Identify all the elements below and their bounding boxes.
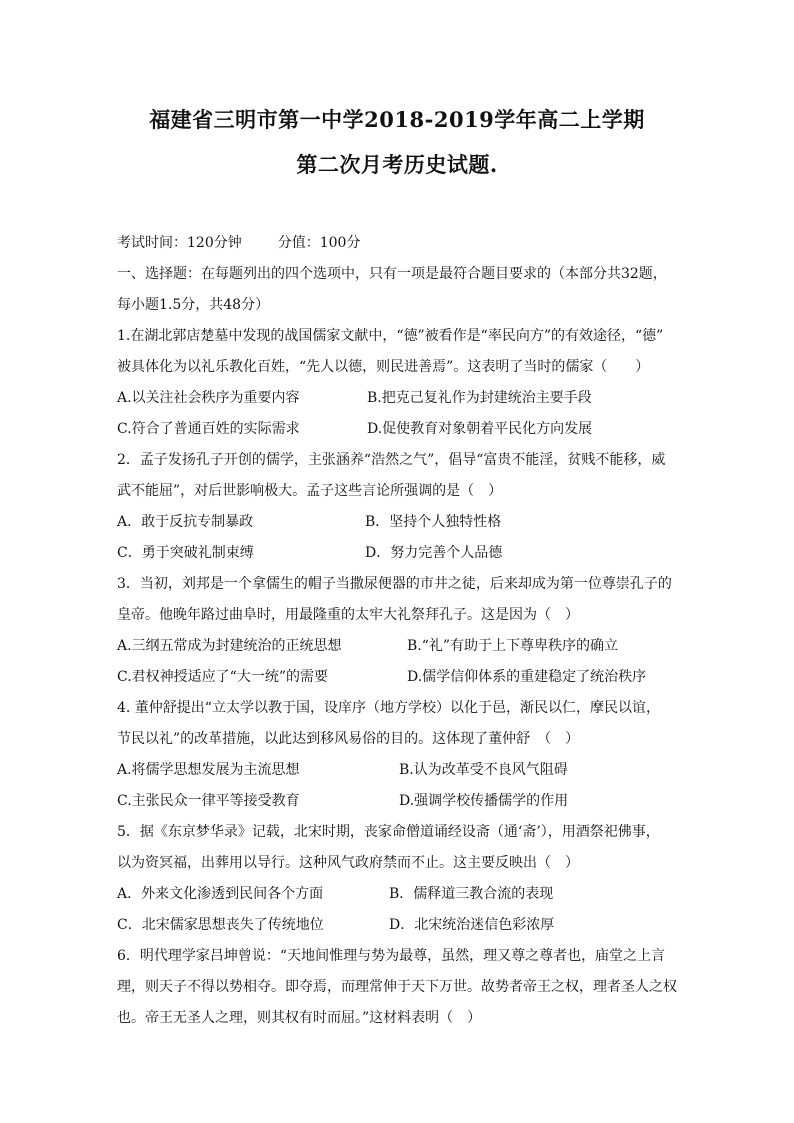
exam-info: [117, 228, 682, 259]
question-1-text: 被具体化为以礼乐教化百姓，“先人以德，则民进善焉”。这表明了当时的儒家（ ）: [117, 359, 650, 375]
section-instruction: 一、选择题：在每题列出的四个选项中，只有一项是最符合题目要求的（本部分共32题，: [117, 266, 667, 282]
option-b: B.“礼”有助于上下尊卑秩序的确立: [407, 638, 619, 654]
question-2-text: 2．孟子发扬孔子开创的儒学，主张涵养“浩然之气”，倡导“富贵不能淫，贫贱不能移，威: [117, 452, 666, 468]
option-b: B.把克己复礼作为封建统治主要手段: [367, 390, 592, 406]
question-4-text: 节民以礼”的改革措施，以此达到移风易俗的目的。这体现了董仲舒 （ ）: [117, 731, 580, 747]
option-a: A．外来文化渗透到民间各个方面: [117, 886, 324, 902]
question-3-text: 皇帝。他晚年路过曲阜时，用最隆重的太牢大礼祭拜孔子。这是因为（ ）: [117, 607, 579, 623]
section-instruction: 每小题1.5分，共48分）: [117, 297, 270, 313]
page-subtitle: 第二次月考历史试题.: [296, 152, 498, 177]
question-4-text: 4. 董仲舒提出“立太学以教于国，设庠序（地方学校）以化于邑，渐民以仁，摩民以谊，: [117, 700, 660, 716]
option-c: C．勇于突破礼制束缚: [117, 545, 254, 561]
exam-content: [117, 228, 682, 1034]
option-a: A.将儒学思想发展为主流思想: [117, 762, 300, 778]
question-2-text: 武不能屈”，对后世影响极大。孟子这些言论所强调的是（ ）: [117, 483, 503, 499]
exam-score: 分值：100分: [277, 235, 361, 251]
option-a: A．敢于反抗专制暴政: [117, 514, 254, 530]
option-b: B．儒释道三教合流的表现: [389, 886, 554, 902]
option-d: D．努力完善个人品德: [365, 545, 503, 561]
question-1-text: 1.在湖北郭店楚墓中发现的战国儒家文献中，“德”被看作是“率民向方”的有效途径，“德”: [117, 328, 664, 344]
exam-time: 考试时间：120分钟: [117, 235, 242, 251]
question-6-text: 理，则天子不得以势相夺。即夺焉，而理常伸于天下万世。故势者帝王之权，理者圣人之权: [117, 979, 677, 995]
option-c: C.君权神授适应了“大一统”的需要: [117, 669, 328, 685]
option-a: A.三纲五常成为封建统治的正统思想: [117, 638, 342, 654]
page-title: 福建省三明市第一中学2018-2019学年高二上学期: [149, 107, 645, 132]
option-b: B.认为改革受不良风气阻碍: [399, 762, 568, 778]
question-6-text: 也。帝王无圣人之理，则其权有时而屈。”这材料表明（ ）: [117, 1010, 482, 1026]
option-c: C.符合了普通百姓的实际需求: [117, 421, 300, 437]
option-d: D.强调学校传播儒学的作用: [399, 793, 569, 809]
question-5-text: 以为资冥福，出葬用以导行。这种风气政府禁而不止。这主要反映出（ ）: [117, 855, 579, 871]
option-d: D．北宋统治迷信色彩浓厚: [389, 917, 555, 933]
question-5-text: 5．据《东京梦华录》记载，北宋时期，丧家命僧道诵经设斋（通‘斋’），用酒祭祀佛事，: [117, 824, 660, 840]
question-6-text: 6．明代理学家吕坤曾说：“天地间惟理与势为最尊，虽然，理又尊之尊者也，庙堂之上言: [117, 948, 666, 964]
option-d: D.儒学信仰体系的重建稳定了统治秩序: [407, 669, 647, 685]
option-a: A.以关注社会秩序为重要内容: [117, 390, 300, 406]
question-3-text: 3．当初，刘邦是一个拿儒生的帽子当撒尿便器的市井之徒，后来却成为第一位尊崇孔子的: [117, 576, 672, 592]
option-c: C.主张民众一律平等接受教育: [117, 793, 300, 809]
option-b: B．坚持个人独特性格: [365, 514, 502, 530]
option-d: D.促使教育对象朝着平民化方向发展: [367, 421, 593, 437]
option-c: C．北宋儒家思想丧失了传统地位: [117, 917, 324, 933]
